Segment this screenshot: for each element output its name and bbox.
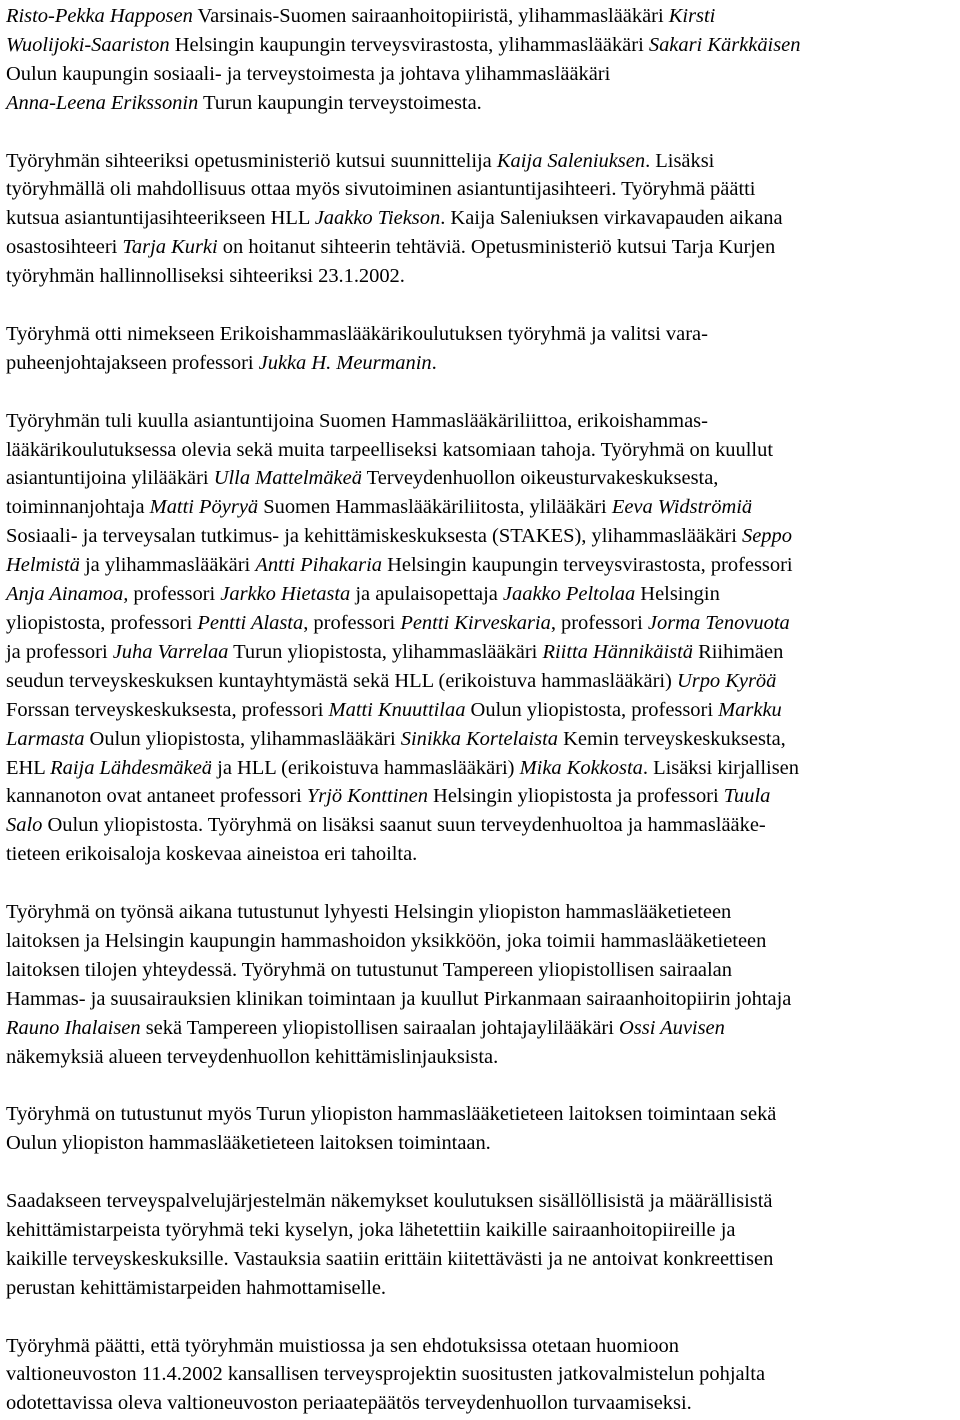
body-text: Helsingin kaupungin terveysvirastosta, professori <box>381 554 793 577</box>
body-text: ja professori <box>6 640 113 663</box>
paragraph <box>6 1100 956 1158</box>
body-text: Työryhmä on tutustunut myös Turun yliopiston hammaslääketieteen laitoksen toimintaan sekä <box>6 1103 777 1126</box>
body-text: Työryhmän sihteeriksi opetusministeriö kutsui suunnittelija <box>6 149 497 172</box>
body-text: Oulun yliopiston hammaslääketieteen laitoksen toimintaan. <box>6 1132 491 1155</box>
text-line <box>6 1245 956 1274</box>
text-line <box>6 464 956 493</box>
name-text: Yrjö Konttinen <box>306 785 428 808</box>
document-body <box>6 2 956 1418</box>
body-text: sekä Tampereen yliopistollisen sairaalan johtajaylilääkäri <box>140 1016 619 1039</box>
text-line <box>6 667 956 696</box>
name-text: Eeva Widströmiä <box>611 496 753 519</box>
body-text: lääkärikoulutuksessa olevia sekä muita tarpeelliseksi katsomiaan tahoja. Työryhmä on kuullut <box>6 438 773 461</box>
name-text: Urpo Kyröä <box>676 669 777 692</box>
body-text: ja ylihammaslääkäri <box>79 554 256 577</box>
text-line <box>6 204 956 233</box>
body-text: laitoksen ja Helsingin kaupungin hammashoidon yksikköön, joka toimii hammaslääketieteen <box>6 929 767 952</box>
name-text: Jorma Tenovuota <box>647 611 790 634</box>
paragraph <box>6 1187 956 1303</box>
body-text: valtioneuvoston 11.4.2002 kansallisen terveysprojektin suositusten jatkovalmistelun pohjalta <box>6 1363 766 1386</box>
text-line <box>6 1332 956 1361</box>
text-line <box>6 1129 956 1158</box>
body-text: kannanoton ovat antaneet professori <box>6 785 307 808</box>
body-text: Suomen Hammaslääkäriliitosta, ylilääkäri <box>258 496 612 519</box>
name-text: Jukka H. Meurmanin <box>258 351 432 374</box>
body-text: professori <box>128 583 221 606</box>
body-text: Oulun yliopistosta. Työryhmä on lisäksi saanut suun terveydenhuoltoa ja hammaslääke- <box>42 814 766 837</box>
body-text: kutsua asiantuntijasihteerikseen HLL <box>6 207 315 230</box>
text-line <box>6 320 956 349</box>
body-text: asiantuntijoina ylilääkäri <box>6 467 214 490</box>
text-line <box>6 1274 956 1303</box>
body-text: puheenjohtajakseen professori <box>6 351 259 374</box>
name-text: Mika Kokkosta <box>519 756 643 779</box>
name-text: Anja Ainamoa, <box>6 583 129 606</box>
body-text: Turun kaupungin terveystoimesta. <box>198 91 482 114</box>
text-line <box>6 1389 956 1418</box>
body-text: Hammas- ja suusairauksien klinikan toimintaan ja kuullut Pirkanmaan sairaanhoitopiirin johtaja <box>6 987 792 1010</box>
body-text: Forssan terveyskeskuksesta, professori <box>6 698 329 721</box>
text-line <box>6 609 956 638</box>
text-line <box>6 262 956 291</box>
name-text: Rauno Ihalaisen <box>6 1016 141 1039</box>
body-text: Turun yliopistosta, ylihammaslääkäri <box>228 640 543 663</box>
name-text: Anna-Leena Erikssonin <box>6 91 199 114</box>
name-text: Salo <box>6 814 43 837</box>
body-text: . Lisäksi kirjallisen <box>642 756 799 779</box>
text-line <box>6 1043 956 1072</box>
name-text: Sakari Kärkkäisen <box>648 33 801 56</box>
text-line <box>6 1014 956 1043</box>
body-text: kehittämistarpeista työryhmä teki kyselyn, joka lähetettiin kaikille sairaanhoitopiireille ja <box>6 1218 736 1241</box>
name-text: Markku <box>718 698 782 721</box>
name-text: Raija Lähdesmäkeä <box>50 756 213 779</box>
text-line <box>6 927 956 956</box>
text-line <box>6 349 956 378</box>
name-text: Pentti Alasta <box>197 611 304 634</box>
name-text: Matti Knuuttilaa <box>328 698 466 721</box>
body-text: Työryhmä on työnsä aikana tutustunut lyhyesti Helsingin yliopiston hammaslääketieteen <box>6 901 732 924</box>
text-line <box>6 725 956 754</box>
body-text: toiminnanjohtaja <box>6 496 150 519</box>
name-text: Wuolijoki-Saariston <box>6 33 170 56</box>
text-line <box>6 898 956 927</box>
body-text: Oulun yliopistosta, ylihammaslääkäri <box>84 727 401 750</box>
body-text: , professori <box>303 611 401 634</box>
body-text: Helsingin kaupungin terveysvirastosta, ylihammaslääkäri <box>169 33 649 56</box>
name-text: Jarkko Hietasta <box>220 583 351 606</box>
name-text: Riitta Hännikäistä <box>542 640 693 663</box>
body-text: ja HLL (erikoistuva hammaslääkäri) <box>212 756 520 779</box>
text-line <box>6 840 956 869</box>
text-line <box>6 580 956 609</box>
body-text: . Lisäksi <box>645 149 715 172</box>
name-text: Seppo <box>742 525 792 548</box>
text-line <box>6 31 956 60</box>
body-text: laitoksen tilojen yhteydessä. Työryhmä on tutustunut Tampereen yliopistollisen sairaalan <box>6 958 732 981</box>
text-line <box>6 551 956 580</box>
text-line <box>6 89 956 118</box>
text-line <box>6 1187 956 1216</box>
body-text: Työryhmä päätti, että työryhmän muistiossa ja sen ehdotuksissa otetaan huomioon <box>6 1334 679 1357</box>
paragraph <box>6 1332 956 1419</box>
name-text: Pentti Kirveskaria <box>400 611 551 634</box>
paragraph <box>6 2 956 118</box>
name-text: Jaakko Peltolaa <box>502 583 636 606</box>
body-text: odotettavissa oleva valtioneuvoston periaatepäätös terveydenhuollon turvaamiseksi. <box>6 1392 692 1415</box>
name-text: Ulla Mattelmäkeä <box>213 467 362 490</box>
body-text: Saadakseen terveyspalvelujärjestelmän näkemykset koulutuksen sisällöllisistä ja määrällisistä <box>6 1190 773 1213</box>
text-line <box>6 522 956 551</box>
name-text: Tarja Kurki <box>122 236 218 259</box>
paragraph <box>6 147 956 292</box>
text-line <box>6 1360 956 1389</box>
text-line <box>6 1216 956 1245</box>
text-line <box>6 754 956 783</box>
body-text: Kemin terveyskeskuksesta, <box>558 727 786 750</box>
body-text: Helsingin yliopistosta ja professori <box>427 785 724 808</box>
name-text: Antti Pihakaria <box>255 554 382 577</box>
name-text: Tuula <box>723 785 771 808</box>
paragraph <box>6 407 956 870</box>
name-text: Risto-Pekka Happosen <box>6 5 193 27</box>
body-text: , professori <box>550 611 648 634</box>
text-line <box>6 147 956 176</box>
body-text: Helsingin <box>635 583 720 606</box>
name-text: Sinikka Kortelaista <box>400 727 559 750</box>
body-text: perustan kehittämistarpeiden hahmottamiselle. <box>6 1276 387 1299</box>
name-text: Jaakko Tiekson <box>314 207 441 230</box>
text-line <box>6 811 956 840</box>
body-text: osastosihteeri <box>6 236 123 259</box>
name-text: Helmistä <box>6 554 80 577</box>
text-line <box>6 696 956 725</box>
body-text: Riihimäen <box>692 640 784 663</box>
text-line <box>6 985 956 1014</box>
name-text: Kaija Saleniuksen <box>496 149 646 172</box>
name-text: Larmasta <box>6 727 85 750</box>
body-text: yliopistosta, professori <box>6 611 198 634</box>
text-line <box>6 407 956 436</box>
body-text: Terveydenhuollon oikeusturvakeskuksesta, <box>361 467 719 490</box>
text-line <box>6 233 956 262</box>
body-text: seudun terveyskeskuksen kuntayhtymästä sekä HLL (erikoistuva hammaslääkäri) <box>6 669 677 692</box>
paragraph <box>6 898 956 1071</box>
text-line <box>6 782 956 811</box>
body-text: näkemyksiä alueen terveydenhuollon kehittämislinjauksista. <box>6 1045 499 1068</box>
body-text: työryhmällä oli mahdollisuus ottaa myös sivutoiminen asiantuntijasihteeri. Työryhmä päätti <box>6 178 756 201</box>
paragraph <box>6 320 956 378</box>
text-line <box>6 436 956 465</box>
body-text: Työryhmän tuli kuulla asiantuntijoina Suomen Hammaslääkäriliittoa, erikoishammas- <box>6 409 708 432</box>
body-text: . Kaija Saleniuksen virkavapauden aikana <box>440 207 783 230</box>
body-text: Varsinais-Suomen sairaanhoitopiiristä, ylihammaslääkäri <box>192 5 669 27</box>
body-text: työryhmän hallinnolliseksi sihteeriksi 23.1.2002. <box>6 265 405 288</box>
body-text: on hoitanut sihteerin tehtäviä. Opetusministeriö kutsui Tarja Kurjen <box>217 236 776 259</box>
body-text: . <box>431 351 437 374</box>
body-text: EHL <box>6 756 51 779</box>
body-text: kaikille terveyskeskuksille. Vastauksia saatiin erittäin kiitettävästi ja ne antoivat konkreettisen <box>6 1247 774 1270</box>
body-text: ja apulaisopettaja <box>350 583 503 606</box>
body-text: Oulun kaupungin sosiaali- ja terveystoimesta ja johtava ylihammaslääkäri <box>6 62 611 85</box>
text-line <box>6 1100 956 1129</box>
text-line <box>6 2 956 31</box>
text-line <box>6 175 956 204</box>
body-text: Oulun yliopistosta, professori <box>465 698 719 721</box>
name-text: Kirsti <box>668 5 716 27</box>
text-line <box>6 60 956 89</box>
text-line <box>6 493 956 522</box>
text-line <box>6 638 956 667</box>
text-line <box>6 956 956 985</box>
name-text: Ossi Auvisen <box>619 1016 725 1039</box>
name-text: Juha Varrelaa <box>112 640 229 663</box>
body-text: Sosiaali- ja terveysalan tutkimus- ja kehittämiskeskuksesta (STAKES), ylihammaslääkäri <box>6 525 742 548</box>
body-text: Työryhmä otti nimekseen Erikoishammaslääkärikoulutuksen työryhmä ja valitsi vara- <box>6 322 708 345</box>
body-text: tieteen erikoisaloja koskevaa aineistoa eri tahoilta. <box>6 843 418 866</box>
name-text: Matti Pöyryä <box>149 496 259 519</box>
